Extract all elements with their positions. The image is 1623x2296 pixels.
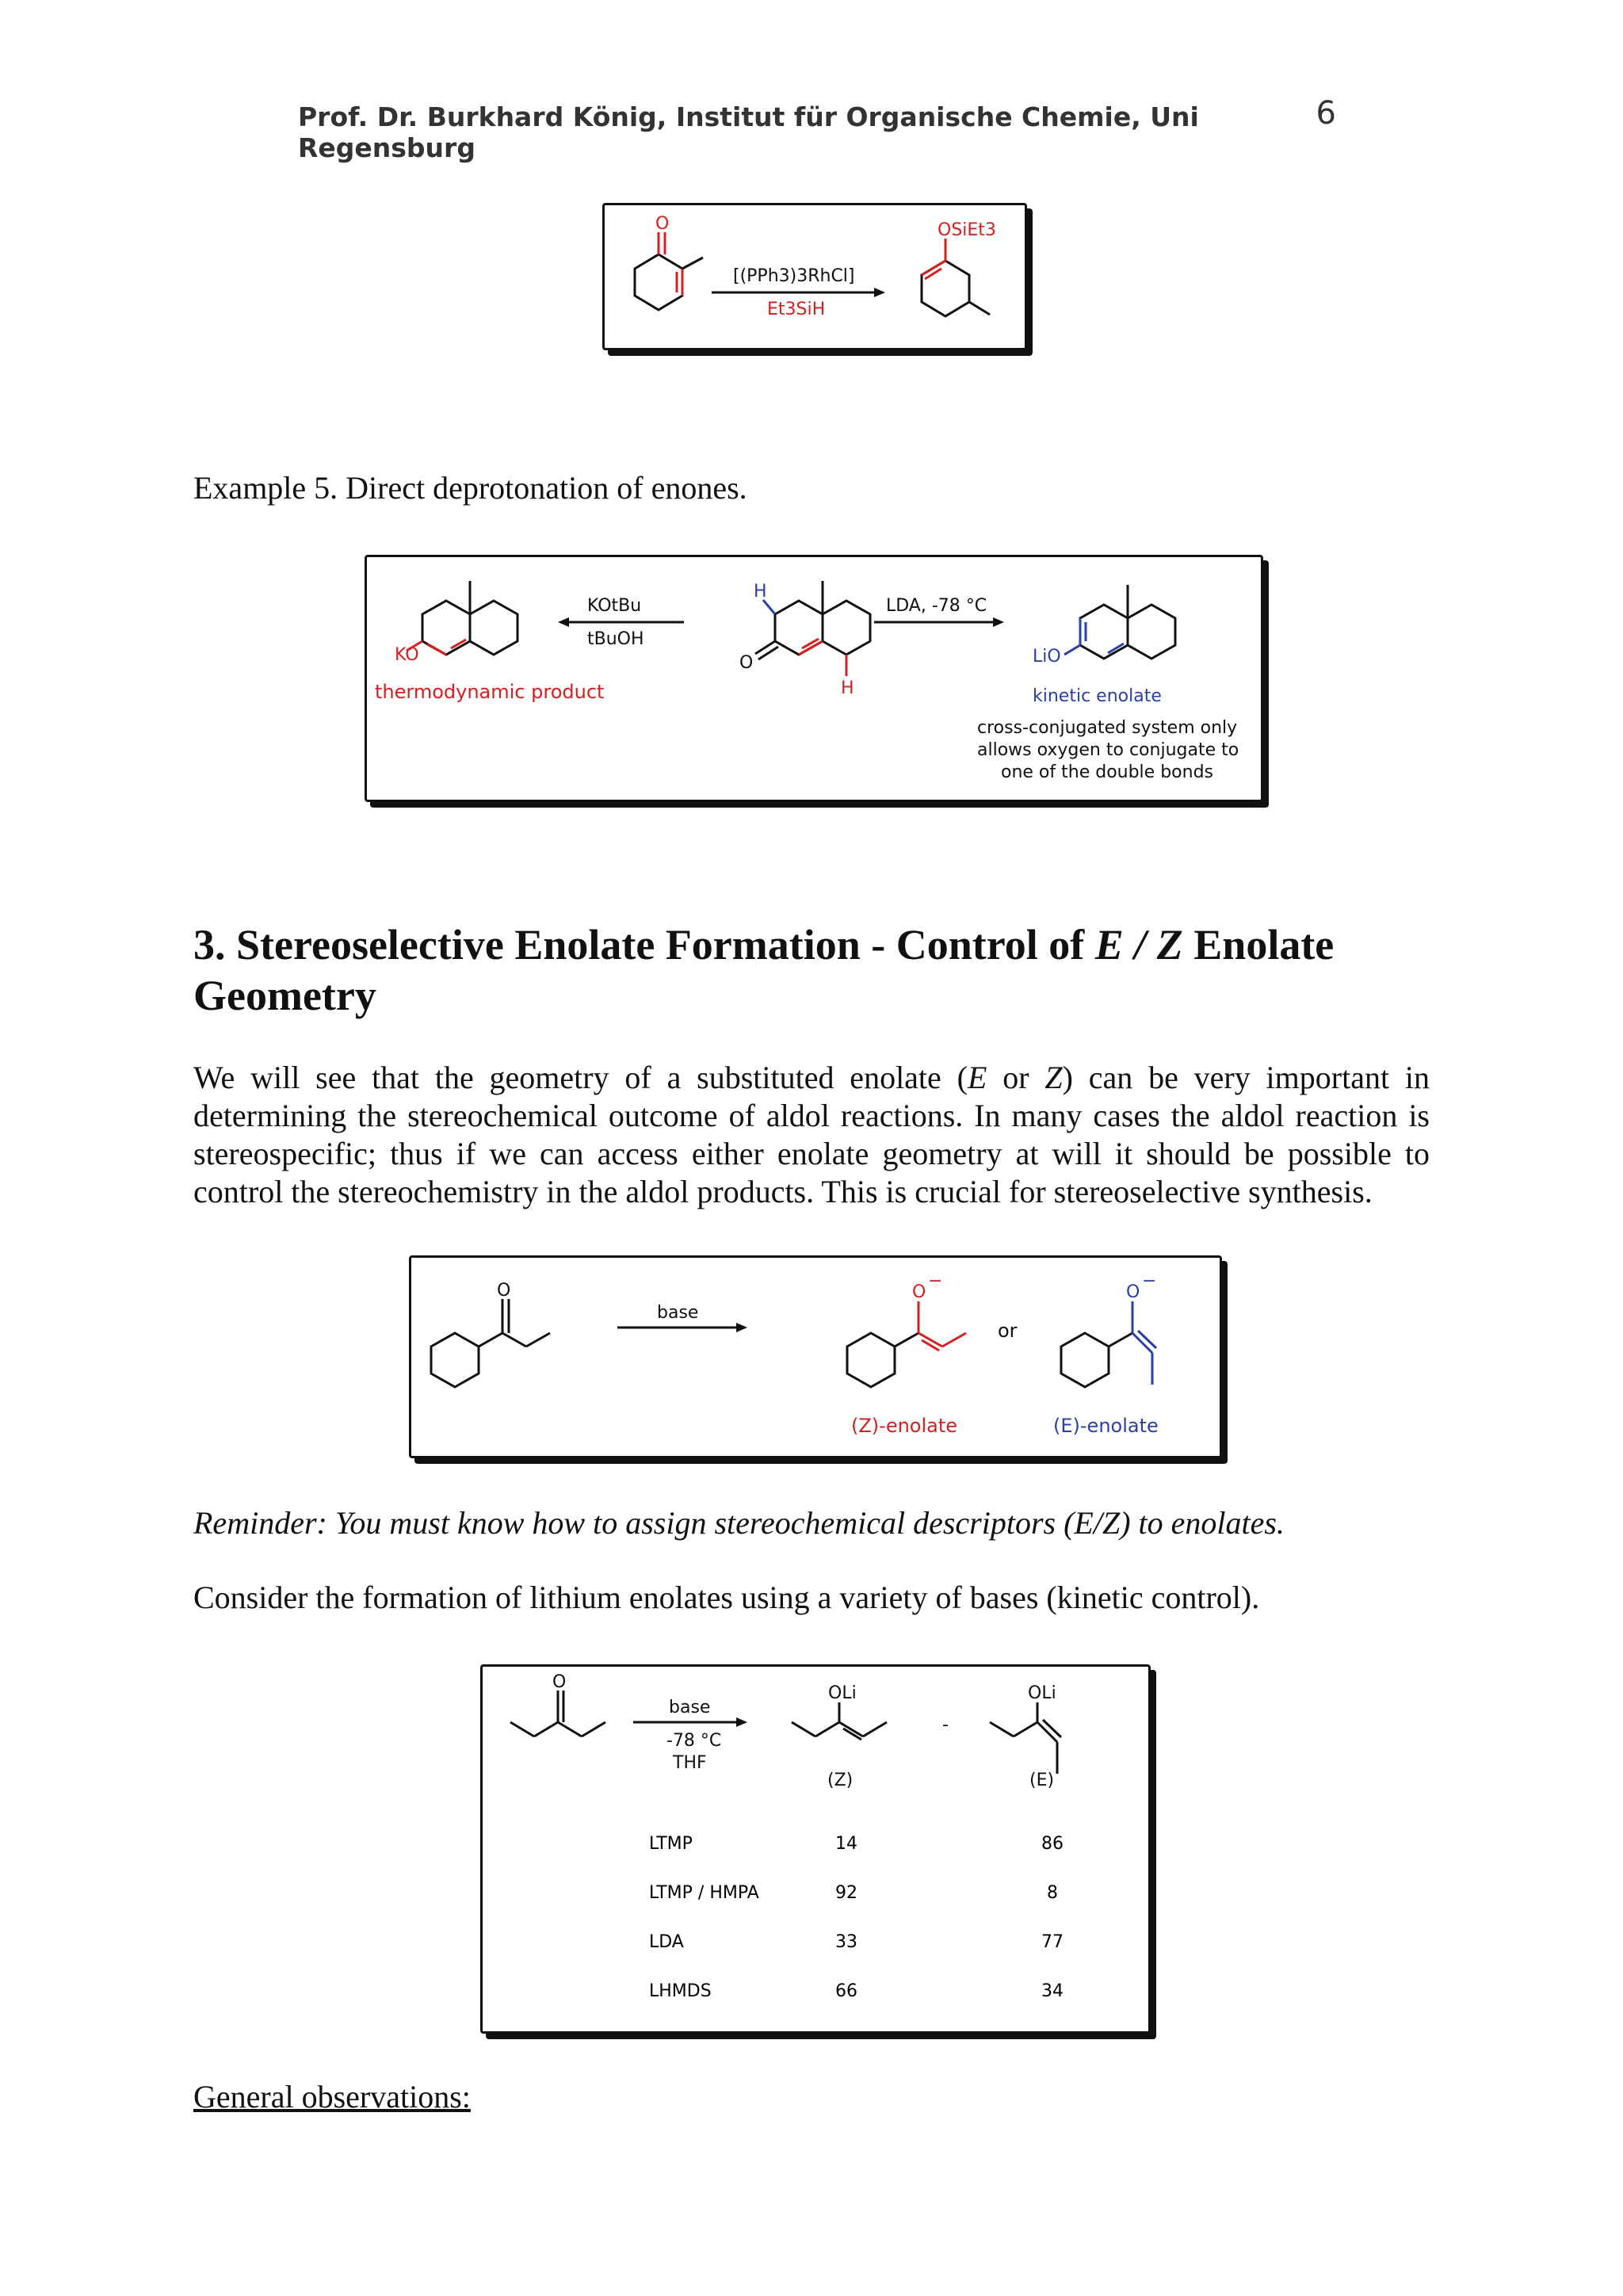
z-oli: OLi (828, 1683, 857, 1703)
general-observations: General observations: (193, 2079, 471, 2115)
reagent-tbuoh: tBuOH (587, 629, 644, 649)
example5-caption: Example 5. Direct deprotonation of enones. (193, 470, 747, 506)
reminder-text: Reminder: You must know how to assign stereochemical descriptors (E/Z) to enolates. (193, 1505, 1285, 1541)
row-3-z: 66 (835, 1981, 857, 2001)
z-enolate-label: (Z)-enolate (851, 1415, 958, 1437)
e-enolate-label: (E)-enolate (1053, 1415, 1159, 1437)
dash-label: - (942, 1715, 949, 1735)
propiophenone (431, 1299, 550, 1387)
row-0-e: 86 (1041, 1834, 1064, 1854)
or-label: or (998, 1320, 1018, 1342)
row-0-base: LTMP (649, 1834, 693, 1854)
note-line-2: allows oxygen to conjugate to (977, 740, 1239, 760)
e-enolate (1061, 1301, 1156, 1387)
enone-o-label: O (739, 653, 754, 673)
z-enolate (847, 1301, 966, 1387)
scheme-enone-deprotonation-drawing (367, 557, 1261, 800)
scheme-enone-deprotonation (365, 555, 1263, 802)
scheme-hydrosilylation (602, 203, 1027, 350)
page-header (298, 95, 1336, 163)
section-heading (193, 919, 1430, 1021)
row-1-z: 92 (835, 1883, 857, 1903)
consider-text: Consider the formation of lithium enolates using a variety of bases (kinetic control). (193, 1580, 1260, 1615)
heading-part1: 3. Stereoselective Enolate Formation - Control of (193, 921, 1095, 968)
para-e: E (967, 1060, 987, 1095)
scheme-lithium-enolates-drawing (483, 1667, 1148, 2031)
row-3-base: LHMDS (649, 1981, 712, 2001)
para-part2: ) can be very important in determining the stereochemical outcome of aldol reactions. In many cases the aldol reaction is stereospecific; thus if we can access either enolate geometry at will it should be possible to control the stereochemistry in the aldol products. This is crucial for stereoselective synthesis. (193, 1060, 1430, 1209)
ko-label: KO (395, 645, 419, 665)
row-0-z: 14 (835, 1834, 857, 1854)
solvent-label: THF (673, 1753, 707, 1773)
thermo-h-label: H (841, 678, 854, 698)
z-enolate-o: O (912, 1282, 926, 1302)
header-title: Prof. Dr. Burkhard König, Institut für Organische Chemie, Uni Regensburg (298, 101, 1199, 163)
reagent-rh-catalyst: [(PPh3)3RhCl] (733, 266, 855, 286)
thermodynamic-decalin (407, 581, 517, 655)
lio-label: LiO (1033, 647, 1061, 667)
base-label: base (657, 1303, 699, 1323)
kinetic-enolate-label: kinetic enolate (1033, 686, 1162, 706)
z-charge: − (928, 1271, 943, 1291)
thermodynamic-product-label: thermodynamic product (375, 681, 605, 703)
note-line-3: one of the double bonds (1001, 762, 1213, 782)
e-oli: OLi (1028, 1683, 1056, 1703)
row-3-e: 34 (1041, 1981, 1064, 2001)
reagent-silane: Et3SiH (767, 300, 826, 319)
note-line-1: cross-conjugated system only (977, 718, 1238, 738)
z-column-header: (Z) (827, 1771, 854, 1790)
reagent-lda: LDA, -78 °C (886, 596, 987, 616)
kinetic-decalin (1064, 585, 1175, 659)
ratio-table (649, 1834, 1064, 2001)
scheme-ez-enolates-drawing (411, 1258, 1220, 1456)
row-2-e: 77 (1041, 1932, 1064, 1952)
scheme-hydrosilylation-drawing (605, 205, 1025, 348)
temp-label: -78 °C (666, 1731, 722, 1751)
enone-decalin (755, 581, 870, 676)
table-base-label: base (669, 1698, 711, 1717)
kinetic-h-label: H (754, 582, 767, 602)
heading-ez: E / Z (1094, 921, 1183, 968)
page-number: 6 (1316, 95, 1336, 132)
z-lithium-enolate (792, 1702, 887, 1740)
para-or: or (987, 1060, 1045, 1095)
row-1-base: LTMP / HMPA (649, 1883, 759, 1903)
e-column-header: (E) (1029, 1771, 1055, 1790)
scheme-lithium-enolates (480, 1664, 1151, 2034)
row-1-e: 8 (1047, 1883, 1058, 1903)
e-lithium-enolate (990, 1702, 1061, 1774)
pentanone-o: O (552, 1672, 567, 1692)
e-charge: − (1142, 1271, 1157, 1291)
row-2-z: 33 (835, 1932, 857, 1952)
para-z: Z (1044, 1060, 1063, 1095)
para-part1: We will see that the geometry of a substituted enolate ( (193, 1060, 968, 1095)
scheme-ez-enolates (409, 1255, 1222, 1458)
silyl-ether-label: OSiEt3 (938, 220, 996, 240)
row-2-base: LDA (649, 1932, 684, 1952)
e-enolate-o: O (1126, 1282, 1140, 1302)
reagent-kotbu: KOtBu (587, 596, 642, 616)
ketone-o-label: O (655, 214, 670, 234)
section3-paragraph (193, 1059, 1430, 1211)
pentanone (510, 1690, 605, 1736)
propiophenone-o: O (497, 1281, 511, 1301)
heading-part2: Enolate Geometry (193, 921, 1335, 1019)
